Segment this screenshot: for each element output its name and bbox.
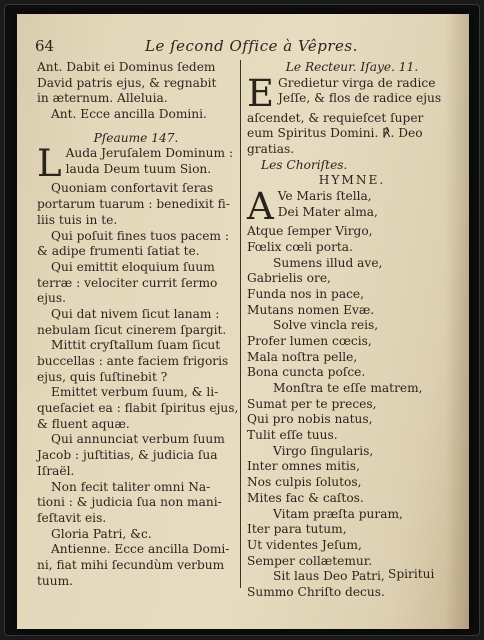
psalm-line: Emittet verbum ſuum, & li- <box>51 385 219 400</box>
antiphon-line: Ant. Ecce ancilla Domini. <box>51 107 207 122</box>
left-column <box>37 60 239 589</box>
hymn-line: Summo Chriſto decus. <box>247 584 385 599</box>
psalm-line: buccellas : ante faciem frigoris <box>37 354 229 368</box>
book-page <box>17 14 469 629</box>
psalm-line: Non fecit taliter omni Na- <box>51 479 211 494</box>
hymn-line: Virgo ſingularis, <box>273 443 374 458</box>
psalm-line: Qui emittit eloquium ſuum <box>51 259 215 274</box>
psalm-line: queſaciet ea : flabit ſpiritus ejus, <box>37 401 239 416</box>
hymn-line: Monſtra te eſſe matrem, <box>273 381 423 395</box>
hymn-line: Fœlix cœli porta. <box>247 239 353 254</box>
hymn-line: Mites fac & caſtos. <box>247 490 364 505</box>
hymn-line: Dei Mater alma, <box>277 204 378 219</box>
hymn-opening <box>247 185 457 229</box>
hymn-line: Qui pro nobis natus, <box>247 412 373 427</box>
capitulum-line: aſcendet, & requieſcet ſuper <box>247 110 424 125</box>
book-frame <box>4 4 480 636</box>
psalm-line: Qui annunciat verbum ſuum <box>51 432 225 447</box>
psalm-line: ejus, quis ſuſtinebit ? <box>37 369 168 384</box>
psalm-line: Mittit cryſtallum ſuam ſicut <box>51 338 221 353</box>
psalm-line: tioni : & judicia ſua non mani- <box>37 495 222 510</box>
page-header <box>35 36 455 56</box>
psalm-line: feſtavit eis. <box>37 510 107 525</box>
antiphon-line: ni, fiat mihi ſecundùm verbum <box>37 557 225 572</box>
hymn-line: Atque ſemper Virgo, <box>247 224 373 239</box>
hymn-line: Semper collætemur. <box>247 553 373 568</box>
hymn-line: Sit laus Deo Patri, <box>273 569 385 584</box>
gloria-line: Gloria Patri, &c. <box>51 526 152 541</box>
hymn-line: Funda nos in pace, <box>247 286 365 301</box>
psalm-line: Auda Jeruſalem Dominum : <box>65 146 234 161</box>
capitulum-line: Gredietur virga de radice <box>278 75 436 90</box>
hymn-line: Bona cuncta poſce. <box>247 365 366 380</box>
psalm-line: terræ : velociter currit ſermo <box>37 275 218 290</box>
psalm-line: Iſraël. <box>37 463 75 478</box>
hymn-line: Iter para tutum, <box>247 522 347 537</box>
psalm-line: nebulam ſicut cinerem ſpargit. <box>37 322 227 337</box>
psalm-drop-cap: L <box>37 142 62 186</box>
hymn-heading: HYMNE. <box>318 173 386 188</box>
psalm-line: Quoniam confortavit ſeras <box>51 181 214 196</box>
hymn-drop-cap: A <box>247 185 274 229</box>
psalm-line: & adipe frumenti ſatiat te. <box>37 244 200 259</box>
hymn-line: Profer lumen cœcis, <box>247 333 372 348</box>
hymn-line: Nos culpis ſolutos, <box>247 475 362 490</box>
hymn-line: Sumens illud ave, <box>273 255 383 270</box>
antiphon-line: Ant. Dabit ei Dominus ſedem <box>37 60 216 74</box>
capitulum-drop-cap: E <box>247 71 275 115</box>
hymn-line: Inter omnes mitis, <box>247 459 360 474</box>
hymn-line: Tulit eſſe tuus. <box>247 428 338 443</box>
hymn-line: Ut videntes Jeſum, <box>247 537 362 552</box>
capitulum-line: eum Spiritus Domini. ℟. Deo <box>247 126 423 141</box>
antiphon-line: in æternum. Alleluia. <box>37 91 168 106</box>
psalm-heading: Pſeaume 147. <box>93 130 179 145</box>
hymn-line: Solve vincla reis, <box>273 318 379 333</box>
capitulum-line: Jeſſe, & flos de radice ejus <box>278 91 442 106</box>
psalm-line: lauda Deum tuum Sion. <box>65 162 212 177</box>
hymn-line: Ve Maris ſtella, <box>277 189 372 204</box>
psalm-line: Qui dat nivem ſicut lanam : <box>51 306 220 321</box>
antiphon-line: Antienne. Ecce ancilla Domi- <box>51 542 230 557</box>
antiphon-line: tuum. <box>37 573 74 588</box>
capitulum-line: gratias. <box>247 142 295 157</box>
antiphon-line: David patris ejus, & regnabit <box>37 75 217 90</box>
hymn-line: Sumat per te preces, <box>247 396 377 411</box>
psalm-line: Jacob : juſtitias, & judicia ſua <box>37 448 218 463</box>
hymn-line: Gabrielis ore, <box>247 271 331 286</box>
psalm-line: & fluent aquæ. <box>37 416 130 431</box>
psalm-line: ejus. <box>37 291 66 306</box>
running-title: Le ſecond Office à Vêpres. <box>145 37 358 55</box>
psalm-line: liis tuis in te. <box>37 212 118 227</box>
right-column <box>247 60 457 601</box>
page-number: 64 <box>35 37 55 55</box>
column-divider <box>240 60 241 588</box>
psalm-opening <box>37 142 235 186</box>
catchword: Spiritui <box>388 567 435 581</box>
hymn-line: Mutans nomen Evæ. <box>247 302 375 317</box>
psalm-line: Qui poſuit fines tuos pacem : <box>51 228 229 243</box>
rector-heading: Le Recteur. Iſaye. 11. <box>285 60 419 74</box>
choristers-heading: Les Choriſtes. <box>261 157 348 172</box>
psalm-line: portarum tuarum : benedixit fi- <box>37 197 230 212</box>
hymn-line: Mala noſtra pelle, <box>247 349 358 364</box>
capitulum-opening <box>247 71 457 115</box>
hymn-line: Vitam præſta puram, <box>273 506 403 521</box>
